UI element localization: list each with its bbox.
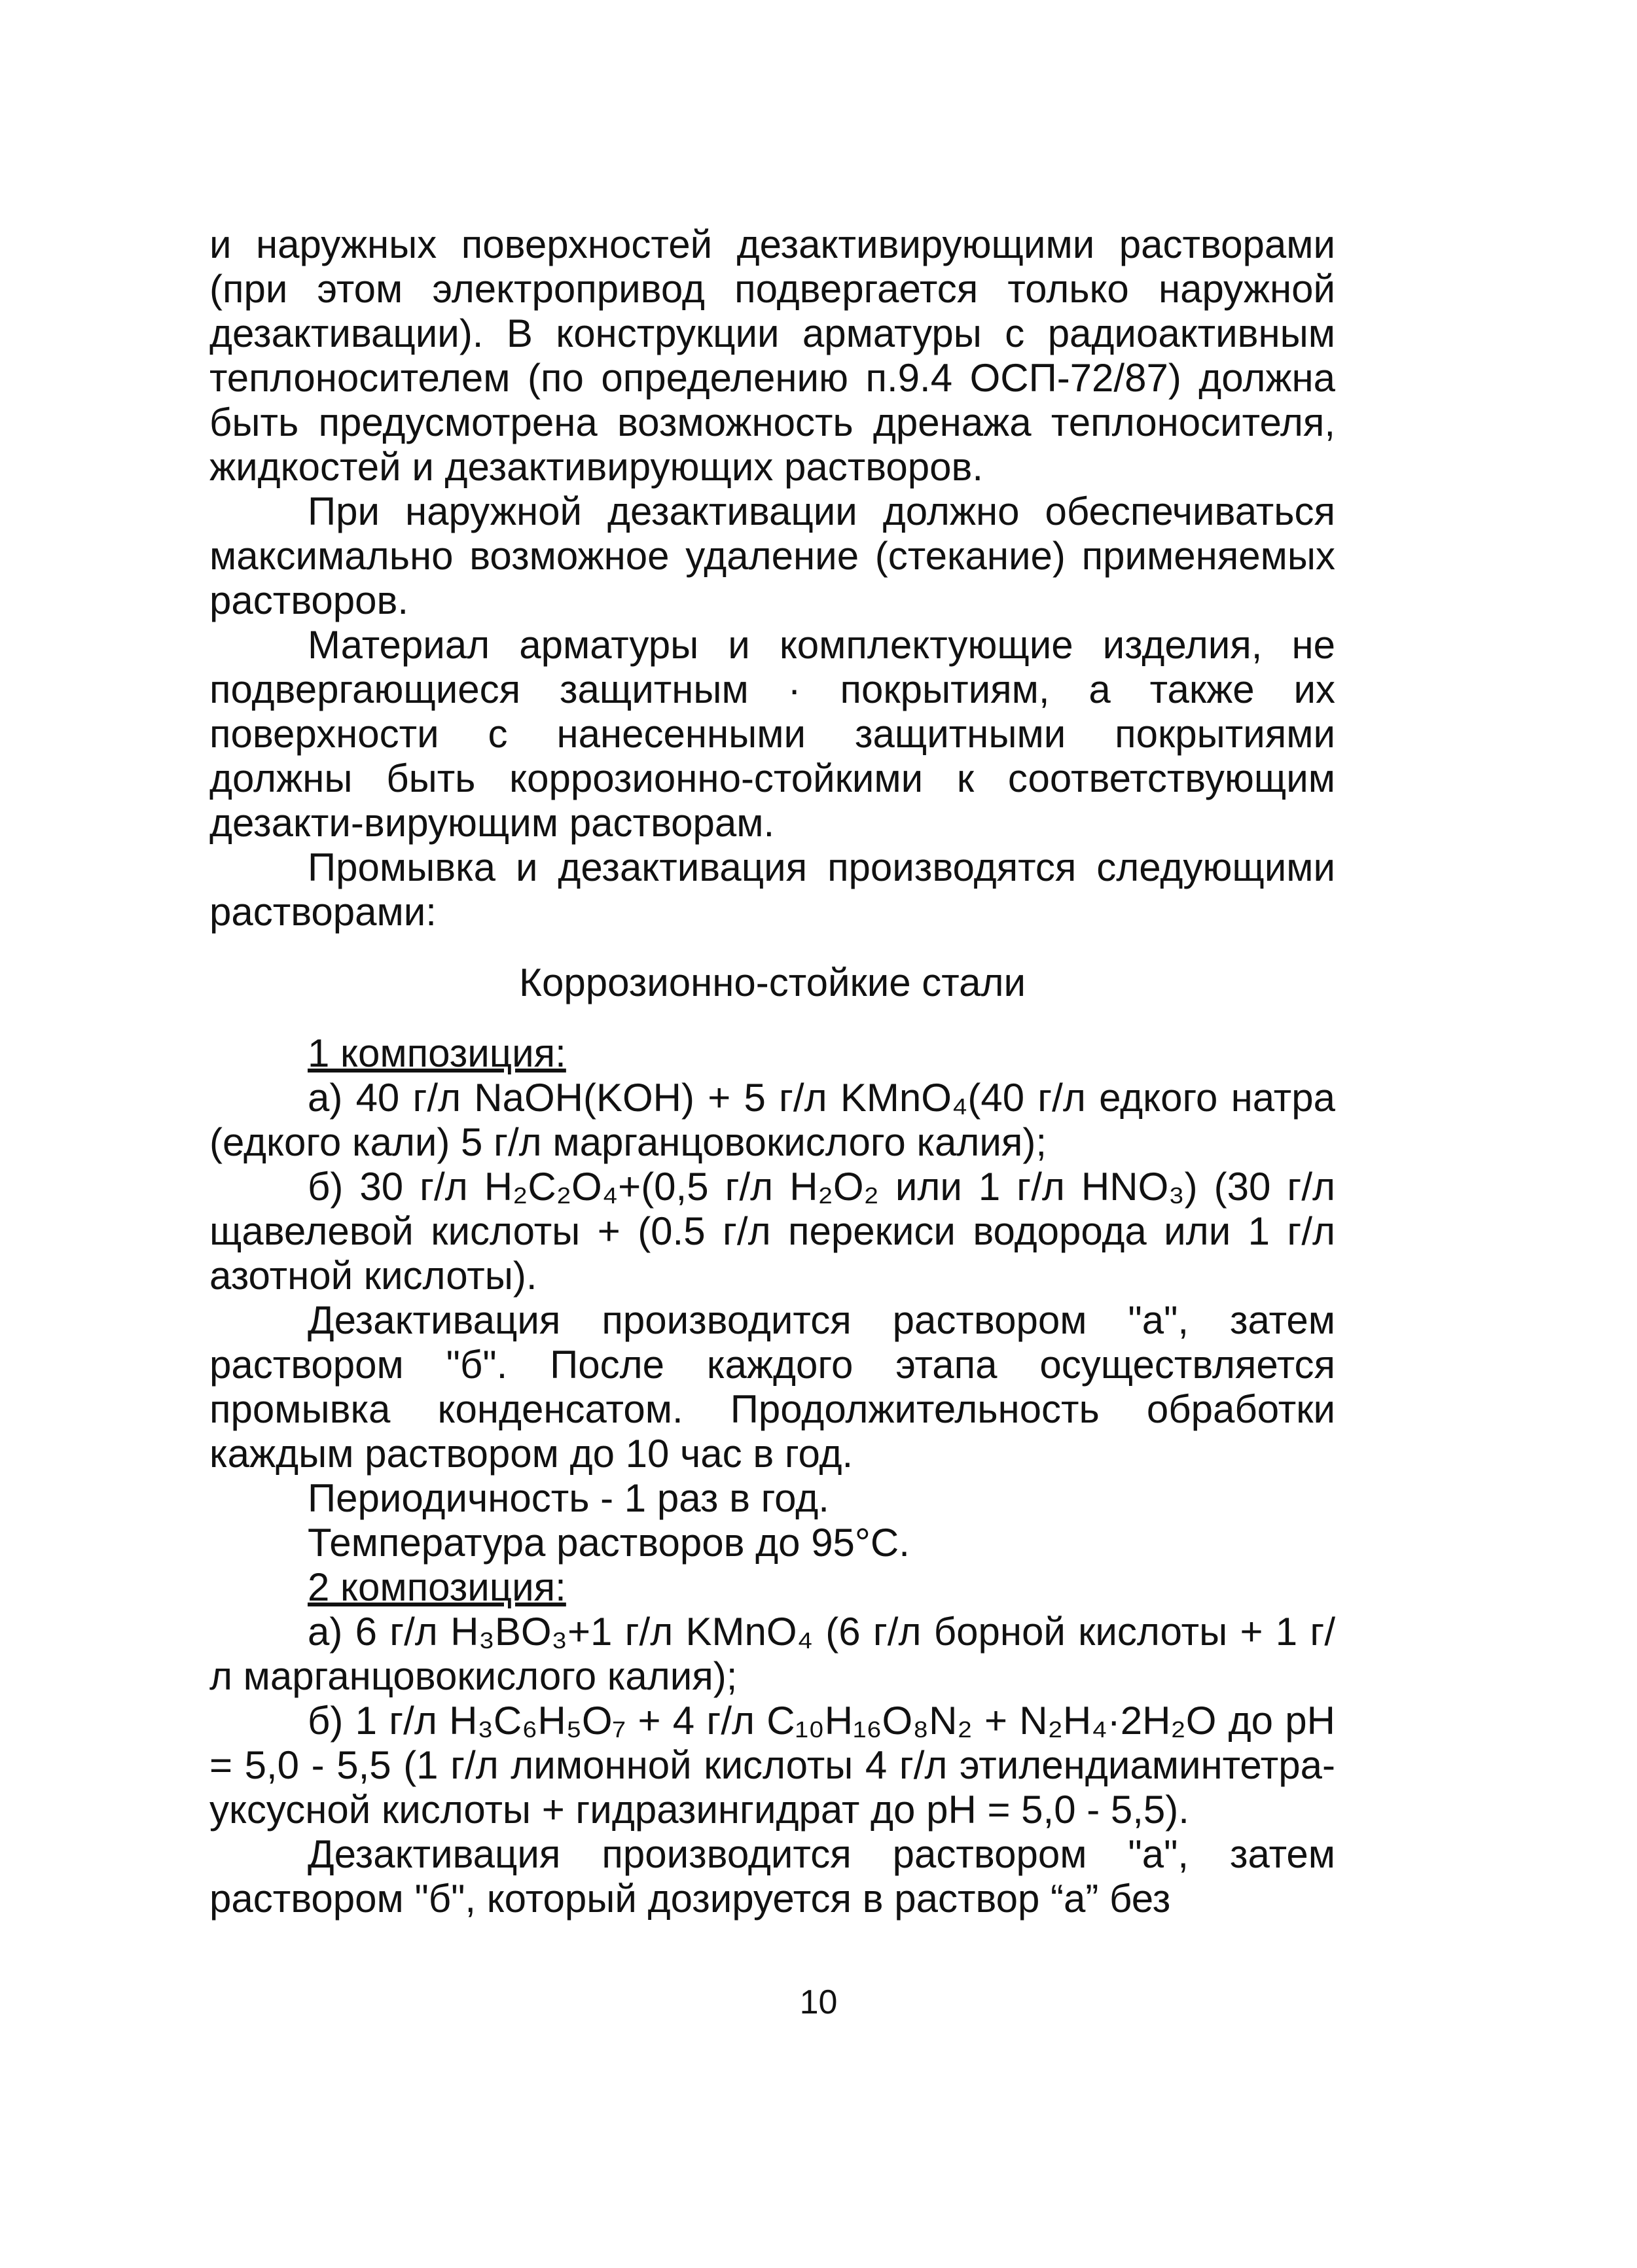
- composition-1-heading: 1 композиция:: [308, 1031, 566, 1075]
- composition-1-process: Дезактивация производится раствором "а", затем раствором "б". После каждого этапа осуществляется промывка конденсатом. Продолжительность обработки каждым раствором до 10 час в год.: [209, 1298, 1335, 1476]
- section-title: Коррозионно-стойкие стали: [519, 961, 1026, 1004]
- composition-2-solution-a: а) 6 г/л H₃BO₃+1 г/л KMnO₄ (6 г/л борной кислоты + 1 г/л марганцовокислого калия);: [209, 1610, 1335, 1698]
- document-page: [209, 222, 1335, 1921]
- composition-1-solution-a: а) 40 г/л NaOH(KOH) + 5 г/л KMnO₄(40 г/л едкого натра (едкого кали) 5 г/л марганцовокислого калия);: [209, 1076, 1335, 1164]
- composition-1-temperature: Температура растворов до 95°С.: [308, 1521, 910, 1565]
- composition-2-process: Дезактивация производится раствором "а", затем раствором "б", который дозируется в раствор “а” без: [209, 1832, 1335, 1921]
- page-number: 10: [799, 1983, 838, 2021]
- paragraph-external-decontamination: При наружной дезактивации должно обеспечиваться максимально возможное удаление (стекание) применяемых растворов.: [209, 489, 1335, 622]
- paragraph-intro: и наружных поверхностей дезактивирующими растворами (при этом электропривод подвергается только наружной дезактивации). В конструкции арматуры с радиоактивным теплоносителем (по определению п.9.4 ОСП-72/87) должна быть предусмотрена возможность дренажа теплоносителя, жидкостей и дезактивирующих растворов.: [209, 222, 1335, 489]
- paragraph-solutions-intro: Промывка и дезактивация производятся следующими растворами:: [209, 845, 1335, 934]
- composition-1-period: Периодичность - 1 раз в год.: [308, 1476, 829, 1520]
- paragraph-material: Материал арматуры и комплектующие изделия, не подвергающиеся защитным · покрытиям, а также их поверхности с нанесенными защитными покрытиями должны быть коррозионно-стойкими к соответствующим дезакти-вирующим растворам.: [209, 623, 1335, 845]
- composition-1-solution-b: б) 30 г/л H₂C₂O₄+(0,5 г/л H₂O₂ или 1 г/л HNO₃) (30 г/л щавелевой кислоты + (0.5 г/л перекиси водорода или 1 г/л азотной кислоты).: [209, 1165, 1335, 1298]
- composition-2-solution-b: б) 1 г/л H₃C₆H₅O₇ + 4 г/л C₁₀H₁₆O₈N₂ + N₂H₄·2H₂O до pH = 5,0 - 5,5 (1 г/л лимонной кислоты 4 г/л этилендиаминтетра-уксусной кислоты + гидразингидрат до pH = 5,0 - 5,5).: [209, 1699, 1335, 1832]
- composition-2-heading: 2 композиция:: [308, 1565, 566, 1609]
